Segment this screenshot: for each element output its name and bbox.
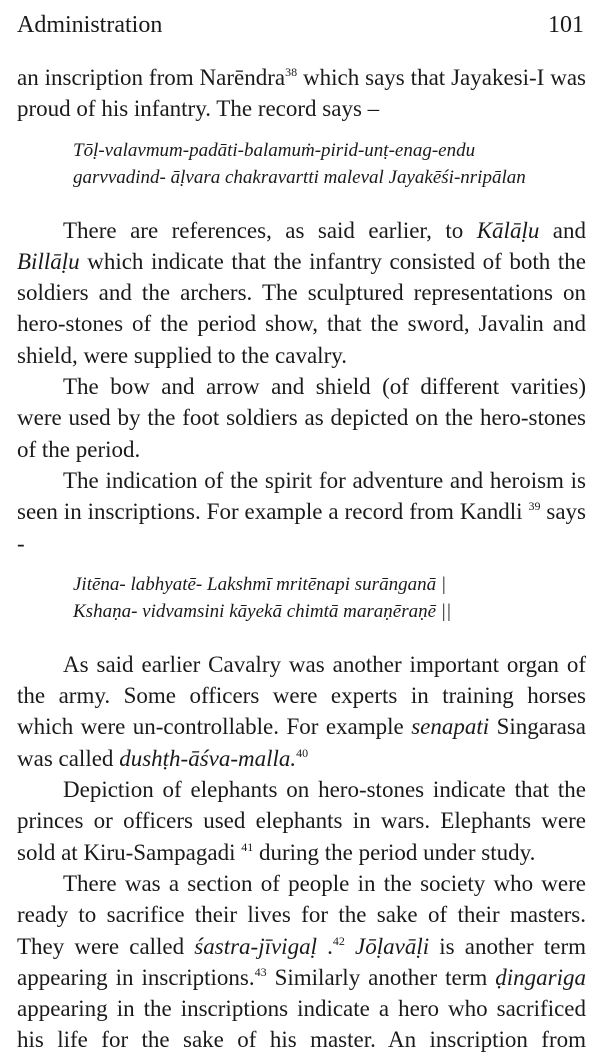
text-run: says - [17, 499, 586, 556]
running-header [17, 12, 584, 44]
text-run: is another term appearing in inscriptions. [17, 933, 587, 990]
verse-quote-1 [17, 137, 586, 191]
text-run: appearing in the inscriptions indicate a hero who sacrificed his life for the sake of his master. An inscription from [17, 996, 586, 1053]
text-run: during the period under study. [253, 839, 536, 865]
term-sastra-jivigal: śastra-jīvigaḷ [194, 933, 317, 959]
footnote-ref-40: 40 [296, 745, 309, 760]
paragraph-7 [17, 868, 586, 1056]
paragraph-4 [17, 465, 586, 559]
paragraph-1 [17, 62, 586, 125]
text-run: Depiction of elephants on hero-stones indicate that the princes or officers used elephants in wars. Elephants were sold at Kiru-Sampagadi [17, 777, 586, 865]
term-senapati: senapati [411, 714, 490, 740]
verse-line: Tōḷ-valavmum-padāti-balamuṁ-pirid-unṭ-enag-endu [73, 139, 476, 161]
text-run: There are references, as said earlier, to [63, 217, 477, 243]
paragraph-5 [17, 649, 586, 774]
paragraph-6 [17, 774, 586, 868]
text-run: which says that Jayakesi-I was proud of his infantry. The record says – [17, 65, 587, 122]
term-billalu: Billāḷu [17, 248, 80, 274]
text-run: . [316, 933, 333, 959]
verse-line: Jitēna- labhyatē- Lakshmī mritēnapi surānganā | [73, 573, 447, 595]
verse-line: Kshaṇa- vidvamsini kāyekā chimtā maraṇēraṇē || [73, 600, 452, 622]
footnote-ref-38: 38 [285, 65, 298, 79]
text-run: The indication of the spirit for adventure and heroism is seen in inscriptions. For example a record from Kandli [17, 467, 586, 525]
footnote-ref-42: 42 [332, 933, 345, 948]
footnote-ref-39: 39 [528, 499, 541, 514]
text-run: and [539, 217, 586, 243]
term-dushth-asva-malla: dushṭh-āśva-malla. [119, 745, 297, 771]
body-text [17, 62, 586, 1056]
term-jolavali: Jōḷavāḷi [355, 933, 430, 959]
text-run: Similarly another term [266, 964, 496, 990]
paragraph-2 [17, 215, 586, 371]
verse-line: garvvadind- āḷvara chakravartti maleval Jayakēśi-nripālan [73, 166, 526, 188]
text-run: Singarasa was called [17, 714, 586, 771]
text-run: As said earlier Cavalry was another important organ of the army. Some officers were experts in training horses which were un-controllable. For example [17, 651, 586, 740]
term-kalalu: Kālāḷu [476, 217, 540, 243]
term-dingariga: ḍingariga [495, 964, 586, 990]
text-run: an inscription from Narēndra [17, 65, 286, 90]
running-head-title: Administration [17, 12, 163, 38]
footnote-ref-41: 41 [241, 839, 254, 854]
paragraph-3: The bow and arrow and shield (of different varities) were used by the foot soldiers as depicted on the hero-stones of the period. [17, 374, 586, 462]
text-run [345, 934, 355, 959]
text-run: There was a section of people in the society who were ready to sacrifice their lives for the sake of their masters. They were called [17, 870, 586, 959]
verse-quote-2 [17, 571, 586, 625]
page-number: 101 [548, 12, 584, 38]
footnote-ref-43: 43 [254, 964, 267, 979]
text-run: which indicate that the infantry consisted of both the soldiers and the archers. The sculptured representations on hero-stones of the period show, that the sword, Javalin and shield, were supplied to the cavalry. [17, 248, 586, 368]
